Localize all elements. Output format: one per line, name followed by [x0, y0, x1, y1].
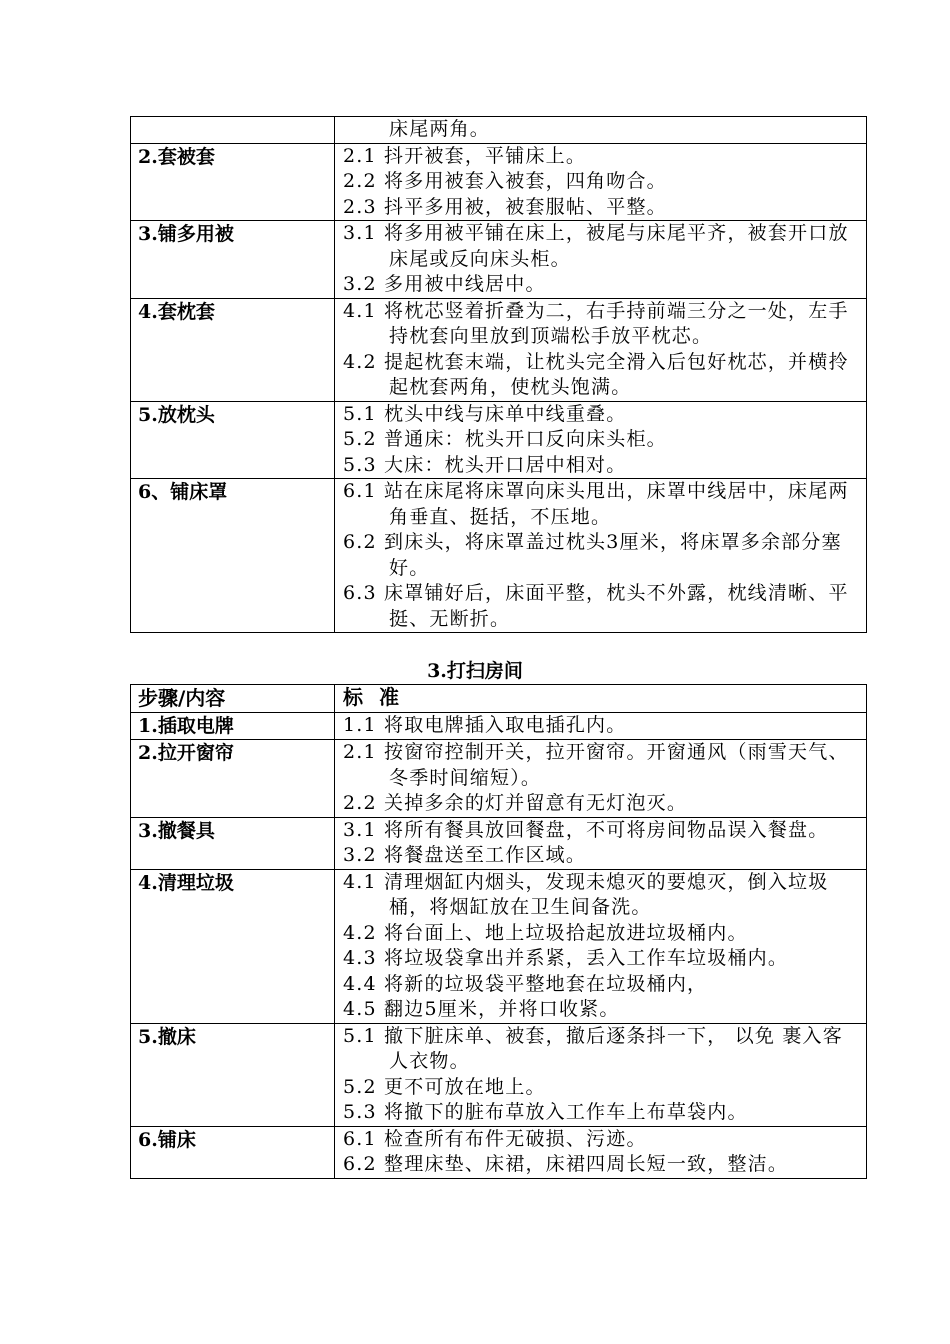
standard-item: 3.2 将餐盘送至工作区域。 — [343, 844, 587, 866]
standard-item: 床尾两角。 — [389, 118, 491, 140]
step-cell: 4.套枕套 — [131, 298, 335, 401]
standard-item: 6.1 站在床尾将床罩向床头甩出，床罩中线居中，床尾两角垂直、挺括，不压地。 — [343, 480, 849, 528]
standard-item: 4.2 将台面上、地上垃圾拾起放进垃圾桶内。 — [343, 921, 748, 944]
standard-item: 4.1 将枕芯竖着折叠为二，右手持前端三分之一处，左手持枕套向里放到顶端松手放平枕芯。 — [343, 299, 849, 347]
standard-item: 3.1 将多用被平铺在床上，被尾与床尾平齐，被套开口放床尾或反向床头柜。 — [343, 222, 849, 270]
standard-item: 1.1 将取电牌插入取电插孔内。 — [343, 713, 627, 736]
step-cell: 5.放枕头 — [131, 401, 335, 479]
standard-item: 3.2 多用被中线居中。 — [343, 273, 546, 295]
table-row — [131, 740, 867, 818]
standard-cell — [335, 740, 867, 818]
standard-item: 5.2 普通床：枕头开口反向床头柜。 — [343, 428, 667, 450]
table-header-row — [131, 685, 867, 713]
standard-cell — [335, 298, 867, 401]
standard-cell — [335, 117, 867, 144]
standard-cell — [335, 869, 867, 1023]
standard-item: 5.1 枕头中线与床单中线重叠。 — [343, 402, 627, 425]
bed-making-standards-table — [130, 116, 867, 633]
standard-item: 2.1 按窗帘控制开关，拉开窗帘。开窗通风（雨雪天气、冬季时间缩短）。 — [343, 741, 849, 789]
standard-item: 4.1 清理烟缸内烟头，发现未熄灭的要熄灭，倒入垃圾桶，将烟缸放在卫生间备洗。 — [343, 870, 829, 918]
standard-item: 4.3 将垃圾袋拿出并系紧，丢入工作车垃圾桶内。 — [343, 947, 789, 969]
table-row — [131, 1023, 867, 1126]
standard-cell — [335, 712, 867, 740]
step-cell — [131, 117, 335, 144]
standard-item: 3.1 将所有餐具放回餐盘，不可将房间物品误入餐盘。 — [343, 818, 829, 841]
table-row — [131, 298, 867, 401]
standard-cell — [335, 817, 867, 869]
table-row — [131, 117, 867, 144]
step-cell: 1.插取电牌 — [131, 712, 335, 740]
step-cell: 3.铺多用被 — [131, 221, 335, 299]
standard-item: 6.1 检查所有布件无破损、污迹。 — [343, 1127, 647, 1150]
standard-cell — [335, 1023, 867, 1126]
step-cell: 4.清理垃圾 — [131, 869, 335, 1023]
step-cell: 2.拉开窗帘 — [131, 740, 335, 818]
standard-cell — [335, 143, 867, 221]
table-row — [131, 817, 867, 869]
table-row — [131, 869, 867, 1023]
step-cell: 6.铺床 — [131, 1126, 335, 1178]
standard-item: 5.3 将撤下的脏布草放入工作车上布草袋内。 — [343, 1101, 748, 1123]
standard-cell — [335, 221, 867, 299]
standard-item: 2.2 将多用被套入被套，四角吻合。 — [343, 170, 667, 192]
standard-item: 5.2 更不可放在地上。 — [343, 1075, 546, 1098]
table-row — [131, 712, 867, 740]
header-standard: 标准 — [335, 685, 867, 713]
standard-item: 5.1 撤下脏床单、被套，撤后逐条抖一下， 以免 裹入客人衣物。 — [343, 1024, 843, 1072]
standard-item: 2.1 抖开被套，平铺床上。 — [343, 144, 587, 167]
standard-item: 2.3 抖平多用被，被套服帖、平整。 — [343, 195, 667, 218]
step-cell: 5.撤床 — [131, 1023, 335, 1126]
standard-item: 4.2 提起枕套末端，让枕头完全滑入后包好枕芯，并横拎起枕套两角，使枕头饱满。 — [343, 350, 849, 398]
standard-cell — [335, 479, 867, 633]
standard-item: 2.2 关掉多余的灯并留意有无灯泡灭。 — [343, 792, 688, 814]
standard-item: 4.4 将新的垃圾袋平整地套在垃圾桶内， — [343, 972, 708, 995]
table-row — [131, 479, 867, 633]
standard-item: 4.5 翻边5厘米，并将口收紧。 — [343, 998, 620, 1020]
standard-item: 6.2 到床头，将床罩盖过枕头3厘米，将床罩多余部分塞好。 — [343, 531, 842, 579]
standard-item: 6.3 床罩铺好后，床面平整，枕头不外露，枕线清晰、平挺、无断折。 — [343, 582, 849, 630]
standard-cell — [335, 1126, 867, 1178]
section-title: 3.打扫房间 — [427, 660, 523, 682]
table-row — [131, 221, 867, 299]
header-step: 步骤/内容 — [131, 685, 335, 713]
step-cell: 2.套被套 — [131, 143, 335, 221]
table-row — [131, 1126, 867, 1178]
table-row — [131, 143, 867, 221]
table-row — [131, 401, 867, 479]
standard-cell — [335, 401, 867, 479]
step-cell: 6、铺床罩 — [131, 479, 335, 633]
standard-item: 5.3 大床：枕头开口居中相对。 — [343, 453, 627, 476]
room-cleaning-standards-table — [130, 684, 867, 1179]
step-cell: 3.撤餐具 — [131, 817, 335, 869]
standard-item: 6.2 整理床垫、床裙，床裙四周长短一致，整洁。 — [343, 1153, 789, 1175]
